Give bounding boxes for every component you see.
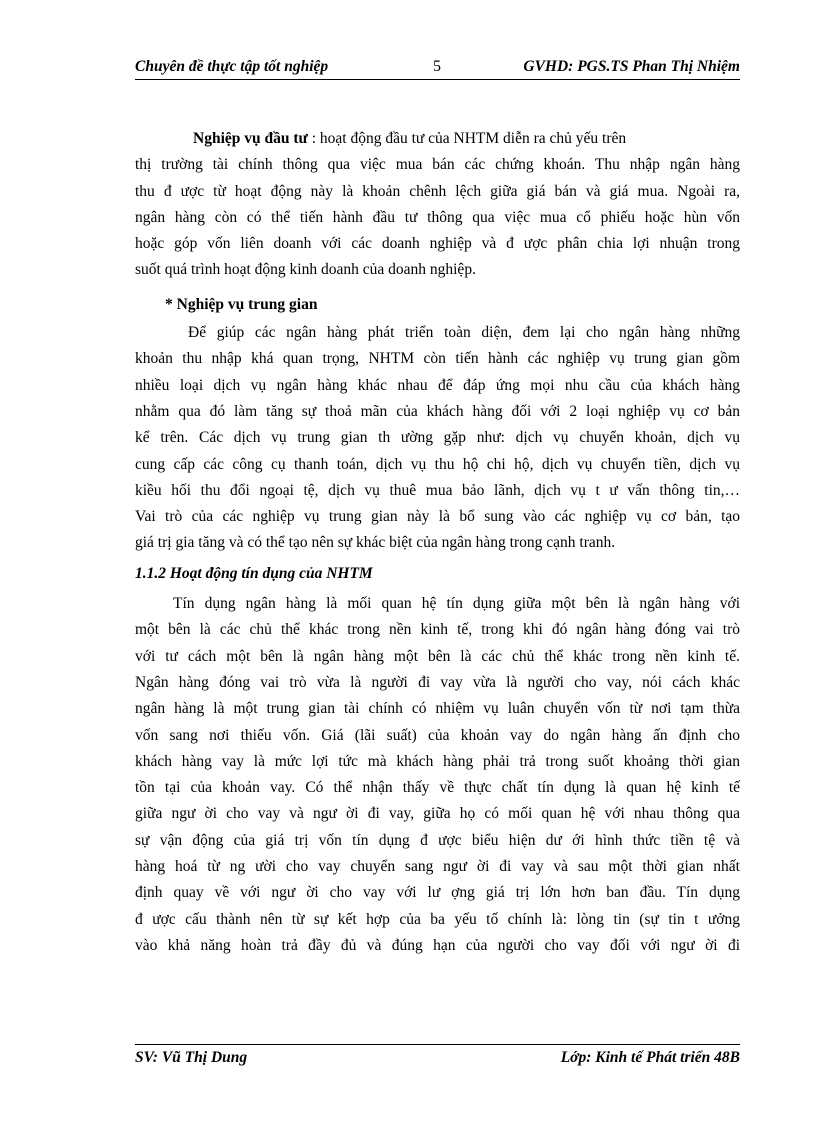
paragraph-intermediary <box>135 320 740 557</box>
paragraph-investment <box>135 126 740 284</box>
section-heading-credit: 1.1.2 Hoạt động tín dụng của NHTM <box>135 564 373 582</box>
text-line: ngân hàng là một trung gian tài chính có nhiệm vụ luân chuyển vốn từ nơi tạm thừa <box>135 700 740 718</box>
text-line: Tín dụng ngân hàng là mối quan hệ tín dụng giữa một bên là ngân hàng với <box>173 595 740 613</box>
text-line: nhiều loại dịch vụ ngân hàng khác nhau để đáp ứng mọi nhu cầu của khách hàng <box>135 376 740 394</box>
text-line: định quay về với ngư ời cho vay với lư ợng giá trị lớn hơn ban đầu. Tín dụng <box>135 884 740 902</box>
document-body <box>135 126 740 959</box>
section-heading-intermediary: * Nghiệp vụ trung gian <box>165 295 318 313</box>
text-line: Ngân hàng đóng vai trò vừa là người đi vay vừa là người cho vay, nói cách khác <box>135 673 740 691</box>
header-supervisor: GVHD: PGS.TS Phan Thị Nhiệm <box>523 58 740 75</box>
text-line: ngân hàng còn có thể tiến hành đầu tư thông qua việc mua cổ phiếu hoặc hùn vốn <box>135 208 740 226</box>
text-line: thị trường tài chính thông qua việc mua bán các chứng khoán. Thu nhập ngân hàng <box>135 156 740 174</box>
text-line-segment: : hoạt động đầu tư của NHTM diễn ra chủ yếu trên <box>307 130 627 147</box>
page-header <box>135 57 740 80</box>
text-line: thu đ ược từ hoạt động này là khoản chênh lệch giữa giá bán và giá mua. Ngoài ra, <box>135 182 740 200</box>
text-line: kể trên. Các dịch vụ trung gian th ường gặp như: dịch vụ chuyển khoản, dịch vụ <box>135 429 740 447</box>
text-line: một bên là các chủ thể khác trong nền kinh tế, trong khi đó ngân hàng đóng vai trò <box>135 621 740 639</box>
text-line: Vai trò của các nghiệp vụ trung gian này là bổ sung vào các nghiệp vụ cơ bản, tạo <box>135 508 740 526</box>
text-line: hàng hoá từ ng ười cho vay chuyển sang ngư ời đi vay và sau một thời gian nhất <box>135 858 740 876</box>
text-line: sự vận động của giá trị vốn tín dụng đ ược biểu hiện dư ới hình thức tiền tệ và <box>135 831 740 849</box>
text-line: vốn sang nơi thiếu vốn. Giá (lãi suất) của khoản vay do ngân hàng ấn định cho <box>135 726 740 744</box>
text-line: suốt quá trình hoạt động kinh doanh của doanh nghiệp. <box>135 261 476 279</box>
investment-heading: Nghiệp vụ đầu tư <box>193 130 308 147</box>
text-line: giá trị gia tăng và có thể tạo nên sự khác biệt của ngân hàng trong cạnh tranh. <box>135 534 616 552</box>
text-line: tồn tại của khoản vay. Có thể nhận thấy về thực chất tín dụng là quan hệ kinh tế <box>135 779 740 797</box>
text-line: vào khả năng hoàn trả đầy đủ và đúng hạn của người cho vay đối với ngư ời đi <box>135 936 740 954</box>
text-line: với tư cách một bên là ngân hàng một bên là các chủ thể khác trong nền kinh tế. <box>135 647 740 665</box>
paragraph-credit <box>135 591 740 959</box>
text-line: đ ược cấu thành nên từ sự kết hợp của ba yếu tố chính là: lòng tin (sự tin t ưởng <box>135 910 740 928</box>
footer-class: Lớp: Kinh tế Phát triển 48B <box>560 1049 740 1066</box>
text-line: khách hàng vay là mức lợi tức mà khách hàng phải trả trong suốt khoảng thời gian <box>135 752 740 770</box>
text-line: cung cấp các công cụ thanh toán, dịch vụ thu hộ chi hộ, dịch vụ chuyển tiền, dịch vụ <box>135 455 740 473</box>
text-line: kiều hối thu đổi ngoại tệ, dịch vụ thuê mua bảo lãnh, dịch vụ t ư vấn thông tin,… <box>135 481 740 499</box>
page-number: 5 <box>433 58 441 75</box>
page-footer <box>135 1044 740 1069</box>
footer-student: SV: Vũ Thị Dung <box>135 1049 248 1066</box>
text-line: Để giúp các ngân hàng phát triển toàn diện, đem lại cho ngân hàng những <box>188 324 740 342</box>
text-line: nhằm qua đó làm tăng sự thoả mãn của khách hàng đối với 2 loại nghiệp vụ cơ bản <box>135 402 740 420</box>
text-line: khoản thu nhập khá quan trọng, NHTM còn tiến hành các nghiệp vụ trung gian gồm <box>135 350 740 368</box>
header-thesis-title: Chuyên đề thực tập tốt nghiệp <box>135 58 329 75</box>
text-line: hoặc góp vốn liên doanh với các doanh nghiệp và đ ược phân chia lợi nhuận trong <box>135 235 740 253</box>
text-line <box>135 126 740 152</box>
text-line: giữa ngư ời cho vay và ngư ời đi vay, giữa họ có mối quan hệ với nhau thông qua <box>135 805 740 823</box>
